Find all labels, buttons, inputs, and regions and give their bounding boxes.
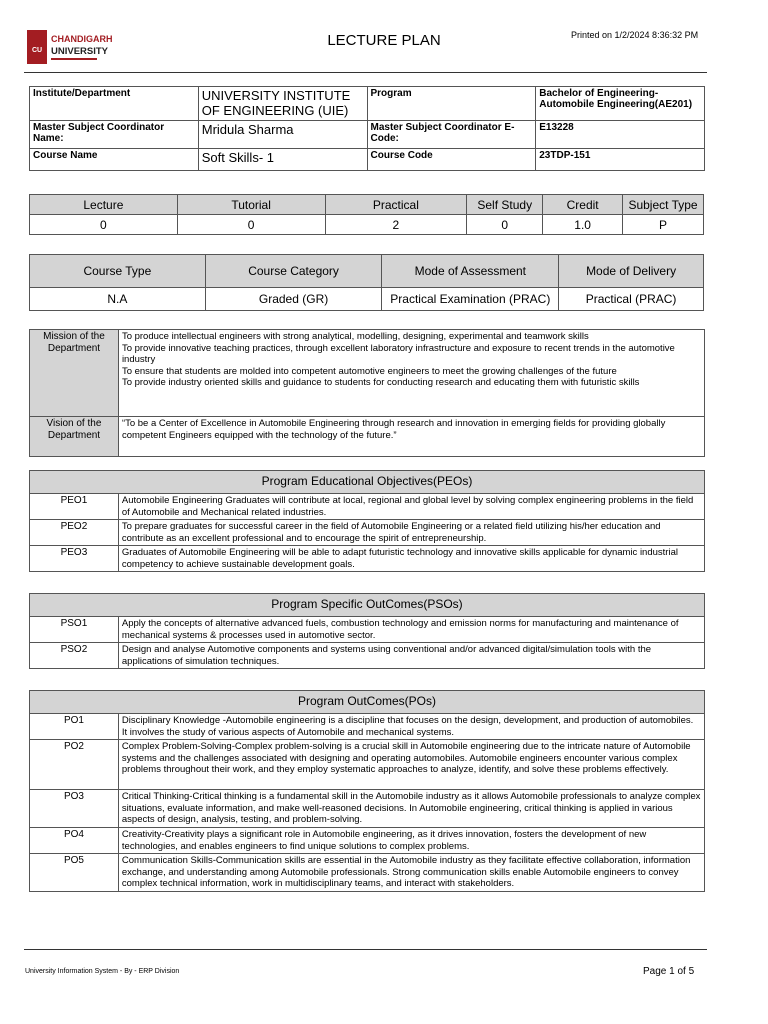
page-title: LECTURE PLAN [327, 32, 441, 49]
pso-code: PSO2 [30, 643, 119, 669]
po-code: PO2 [30, 740, 119, 790]
footer-system-name: University Information System - By - ERP Division [25, 968, 180, 975]
po-title: Program OutComes(POs) [30, 691, 705, 714]
mission-label: Mission of the Department [30, 330, 119, 417]
ecode-value: E13228 [536, 121, 705, 149]
svg-text:CHANDIGARH: CHANDIGARH [51, 34, 113, 44]
mission-line: To provide innovative teaching practices, through excellent laboratory infrastructure and exposure to recent trends in the automotive industry [121, 342, 675, 365]
svg-text:CU: CU [31, 47, 43, 54]
peo-text: Graduates of Automobile Engineering will be able to adapt futuristic technology and innovative skills applicable for dynamic industrial competency to achieve sustainable development goals. [118, 546, 704, 572]
load-value: 0 [177, 215, 325, 235]
peo-title: Program Educational Objectives(PEOs) [30, 471, 705, 494]
load-header: Lecture [30, 195, 178, 215]
course-code-value: 23TDP-151 [536, 149, 705, 171]
pso-title: Program Specific OutComes(PSOs) [30, 594, 705, 617]
load-value: 1.0 [543, 215, 623, 235]
peo-text: Automobile Engineering Graduates will contribute at local, regional and global level by solving complex engineering problems in the field of Automobile and Mechanical related industries. [118, 494, 704, 520]
delivery-value: Practical (PRAC) [559, 288, 704, 311]
load-value: 0 [467, 215, 543, 235]
po-code: PO4 [30, 828, 119, 854]
printed-timestamp: Printed on 1/2/2024 8:36:32 PM [571, 30, 699, 40]
course-code-label: Course Code [367, 149, 536, 171]
po-text: Complex Problem-Solving-Complex problem-solving is a crucial skill in Automobile engineering due to the intricate nature of Automobile systems and the challenges associated with designing and operating automobiles. Automobile engineers encounter various complex problems throughout their work, and they employ systematic approaches to analyze, identify, and solve these problems effectively. [118, 740, 704, 790]
institute-label: Institute/Department [30, 87, 199, 121]
load-header: Subject Type [623, 195, 704, 215]
po-code: PO3 [30, 790, 119, 828]
ecode-label: Master Subject Coordinator E-Code: [367, 121, 536, 149]
vision-text: “To be a Center of Excellence in Automobile Engineering through research and innovation in emerging fields for providing globally competent Engineers equipped with the technology of the future.” [118, 417, 704, 457]
pso-text: Apply the concepts of alternative advanced fuels, combustion technology and emission norms for manufacturing and maintenance of mechanical systems & processes used in automotive sector. [118, 617, 704, 643]
coordinator-value: Mridula Sharma [198, 121, 367, 149]
program-label: Program [367, 87, 536, 121]
vision-label: Vision of the Department [30, 417, 119, 457]
mission-line: To provide industry oriented skills and guidance to students for conducting research and educating them with futuristic skills [121, 377, 640, 388]
course-type-table [29, 254, 704, 311]
assessment-value: Practical Examination (PRAC) [382, 288, 559, 311]
course-type-header: Course Type [30, 255, 206, 288]
institute-value: UNIVERSITY INSTITUTE OF ENGINEERING (UIE) [198, 87, 367, 121]
coordinator-label: Master Subject Coordinator Name: [30, 121, 199, 149]
peo-code: PEO1 [30, 494, 119, 520]
load-header: Self Study [467, 195, 543, 215]
delivery-header: Mode of Delivery [559, 255, 704, 288]
assessment-header: Mode of Assessment [382, 255, 559, 288]
program-value: Bachelor of Engineering-Automobile Engineering(AE201) [536, 87, 705, 121]
po-code: PO5 [30, 854, 119, 892]
po-text: Critical Thinking-Critical thinking is a fundamental skill in the Automobile industry as it allows Automobile professionals to analyze complex situations, evaluate information, and make well-reasoned decisions. In Automobile engineering, critical thinking is applied in various aspects of design, analysis, testing, and problem-solving. [118, 790, 704, 828]
course-name-value: Soft Skills- 1 [198, 149, 367, 171]
course-name-label: Course Name [30, 149, 199, 171]
mission-vision-table [29, 329, 705, 457]
peo-code: PEO2 [30, 520, 119, 546]
po-text: Creativity-Creativity plays a significant role in Automobile engineering, as it drives innovation, fosters the development of new technologies, and enables engineers to find unique solutions to complex problems. [118, 828, 704, 854]
load-value: 2 [325, 215, 467, 235]
pso-text: Design and analyse Automotive components and systems using conventional and/or advanced digital/simulation tools with the applications of simulation techniques. [118, 643, 704, 669]
header-divider [24, 72, 707, 73]
po-text: Communication Skills-Communication skills are essential in the Automobile industry as they facilitate effective collaboration, information exchange, and understanding among Automobile professionals. Strong communication skills enable Automobile engineers to convey complex technical information, work in multidisciplinary teams, and interact with stakeholders. [118, 854, 704, 892]
po-table [29, 690, 705, 892]
mission-line: To produce intellectual engineers with strong analytical, modelling, designing, experimental and teamwork skills [121, 331, 589, 342]
mission-text [118, 330, 704, 417]
peo-code: PEO3 [30, 546, 119, 572]
svg-text:UNIVERSITY: UNIVERSITY [51, 46, 109, 57]
load-header: Practical [325, 195, 467, 215]
pso-code: PSO1 [30, 617, 119, 643]
load-header: Tutorial [177, 195, 325, 215]
page-number: Page 1 of 5 [643, 966, 695, 977]
load-header: Credit [543, 195, 623, 215]
course-type-value: N.A [30, 288, 206, 311]
course-category-header: Course Category [205, 255, 382, 288]
footer-divider [24, 949, 707, 950]
mission-line: To ensure that students are molded into competent automotive engineers to meet the growing challenges of the future [121, 365, 617, 377]
load-value: 0 [30, 215, 178, 235]
peo-text: To prepare graduates for successful career in the field of Automobile Engineering or a related field utilizing his/her education and contribute as an excellent professional and to encourage the spirit of entrepreneurship. [118, 520, 704, 546]
course-info-table [29, 86, 705, 171]
po-code: PO1 [30, 714, 119, 740]
course-category-value: Graded (GR) [205, 288, 382, 311]
pso-table [29, 593, 705, 669]
load-table [29, 194, 704, 235]
peo-table [29, 470, 705, 572]
load-value: P [623, 215, 704, 235]
po-text: Disciplinary Knowledge -Automobile engineering is a discipline that focuses on the design, development, and production of automobiles. It involves the study of various aspects of Automobile and mechanical systems. [118, 714, 704, 740]
